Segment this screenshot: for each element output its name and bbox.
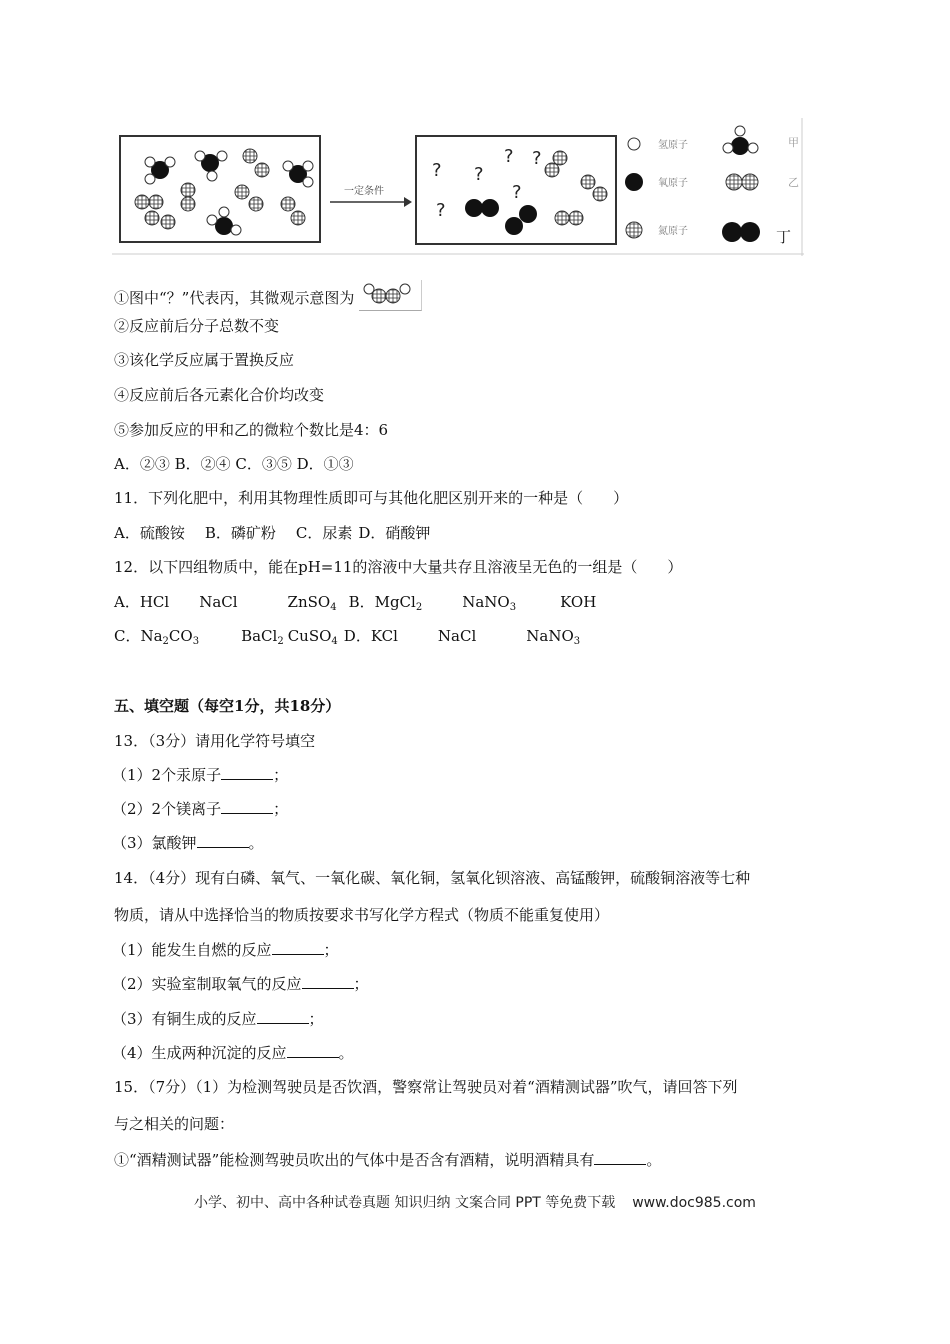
legend-molecule-ding	[722, 222, 760, 242]
molecule-jia	[195, 151, 227, 181]
legend-nitrogen-label: 氮原子	[658, 226, 688, 237]
q15-line2: 与之相关的问题：	[114, 1115, 235, 1133]
molecule-yi	[581, 175, 607, 201]
q12-d-item3: NaNO$_3$	[526, 627, 581, 647]
molecule-yi	[545, 151, 567, 177]
molecule-jia	[283, 161, 313, 187]
answer-blank[interactable]	[197, 833, 249, 848]
footer-text: 小学、初中、高中各种试卷真题 知识归纳 文案合同 PPT 等免费下载	[194, 1195, 616, 1211]
question-mark: ?	[436, 200, 446, 221]
q11-choice-d: D．硝酸钾	[358, 524, 431, 542]
q15-line1: 15．（7分）（1）为检测驾驶员是否饮酒，警察常让驾驶员对着“酒精测试器”吹气，请回答下列	[114, 1078, 738, 1096]
q11-choice-b: B．磷矿粉	[204, 524, 276, 542]
answer-blank[interactable]	[594, 1150, 646, 1165]
arrow-label: 一定条件	[344, 186, 384, 197]
answer-blank[interactable]	[221, 765, 273, 780]
q13-item-3: （3）氯酸钾 。	[112, 834, 264, 852]
q13-stem: 13．（3分）请用化学符号填空	[114, 732, 316, 750]
q12-choice-c: C．$Na_2CO_3$	[114, 627, 200, 647]
q10-option-1	[114, 280, 422, 311]
molecule-yi	[555, 211, 583, 225]
molecule-yi	[243, 149, 269, 177]
q12-c-item3: CuSO$_4$	[287, 627, 338, 647]
molecule-yi	[281, 197, 305, 225]
q11-choice-a: A．硫酸铵	[114, 524, 185, 542]
q14-item-3: （3）有铜生成的反应 ；	[112, 1010, 324, 1028]
molecule-yi	[235, 185, 263, 211]
q14-stem-line1: 14．（4分）现有白磷、氧气、一氧化碳、氧化铜，氢氧化钡溶液、高锰酸钾，硫酸铜溶液等七种	[114, 869, 751, 887]
q11-choices	[114, 523, 430, 543]
legend-molecule-yi-label: 乙	[788, 176, 799, 189]
answer-blank[interactable]	[257, 1009, 309, 1024]
footer-url[interactable]: www.doc985.com	[632, 1195, 756, 1211]
q13-item-1: （1）2个汞原子 ；	[112, 766, 289, 784]
question-mark: ?	[532, 148, 542, 169]
q12-stem: 12．以下四组物质中，能在pH=11的溶液中大量共存且溶液呈无色的一组是（ ）	[114, 558, 683, 576]
answer-blank[interactable]	[221, 799, 273, 814]
molecule-jia	[207, 207, 241, 235]
q10-option-3: ③该化学反应属于置换反应	[114, 351, 295, 369]
q12-choice-d: D．KCl	[343, 627, 398, 645]
q10-option-1-text: ①图中“？”代表丙，其微观示意图为	[114, 289, 355, 307]
q10-option-2: ②反应前后分子总数不变	[114, 317, 280, 335]
question-mark: ?	[512, 182, 522, 203]
q12-a-item3: ZnSO$_4$	[287, 593, 337, 613]
molecule-yi	[181, 183, 195, 211]
answer-blank[interactable]	[287, 1043, 339, 1058]
q12-choices-cd	[114, 626, 580, 652]
reaction-figure	[112, 118, 804, 256]
question-mark: ?	[504, 146, 514, 167]
q13-item-2: （2）2个镁离子 ；	[112, 800, 289, 818]
molecule-jia	[145, 157, 175, 184]
q12-a-item2: NaCl	[199, 593, 238, 611]
q14-item-2: （2）实验室制取氧气的反应 ；	[112, 975, 369, 993]
legend-molecule-yi	[726, 174, 758, 190]
page-footer	[0, 1192, 950, 1212]
legend-hydrogen-label: 氢原子	[658, 140, 688, 151]
q14-item-1: （1）能发生自燃的反应 ；	[112, 941, 339, 959]
molecule-bing-figure	[359, 280, 422, 311]
q10-answer-choices: A．②③ B．②④ C．③⑤ D．①③	[114, 455, 354, 473]
q11-choice-c: C．尿素	[295, 524, 353, 542]
legend-oxygen-label: 氧原子	[658, 178, 688, 189]
question-mark: ?	[474, 164, 484, 185]
q12-choices-ab	[114, 592, 596, 618]
legend-nitrogen-symbol	[626, 222, 642, 238]
legend-molecule-jia	[723, 126, 758, 155]
section5-heading: 五、填空题（每空1分，共18分）	[114, 697, 341, 715]
legend-molecule-jia-label: 甲	[788, 136, 799, 149]
legend-molecule-ding-label: 丁	[776, 228, 792, 246]
q12-c-item2: BaCl$_2$	[241, 627, 284, 647]
question-mark: ?	[432, 160, 442, 181]
q14-item-4: （4）生成两种沉淀的反应 。	[112, 1044, 354, 1062]
q12-choice-a: A．HCl	[114, 593, 170, 611]
q12-choice-b: B．MgCl$_2$	[348, 593, 423, 613]
molecule-yi	[145, 211, 175, 229]
arrow-head	[404, 197, 412, 207]
legend-oxygen-symbol	[625, 173, 643, 191]
q12-b-item3: KOH	[560, 593, 597, 611]
molecule-ding	[505, 205, 537, 235]
answer-blank[interactable]	[272, 940, 324, 955]
q14-stem-line2: 物质，请从中选择恰当的物质按要求书写化学方程式（物质不能重复使用）	[114, 906, 610, 924]
q15-line3: ①“酒精测试器”能检测驾驶员吹出的气体中是否含有酒精，说明酒精具有 。	[114, 1151, 662, 1169]
q12-b-item2: NaNO$_3$	[462, 593, 517, 613]
answer-blank[interactable]	[302, 974, 354, 989]
q12-d-item2: NaCl	[437, 627, 477, 645]
q10-option-5: ⑤参加反应的甲和乙的微粒个数比是4：6	[114, 421, 389, 439]
molecule-yi	[135, 195, 163, 209]
molecule-ding	[465, 199, 499, 217]
legend-hydrogen-symbol	[628, 138, 640, 150]
q11-stem: 11．下列化肥中，利用其物理性质即可与其他化肥区别开来的一种是（ ）	[114, 489, 629, 507]
q10-option-4: ④反应前后各元素化合价均改变	[114, 386, 325, 404]
